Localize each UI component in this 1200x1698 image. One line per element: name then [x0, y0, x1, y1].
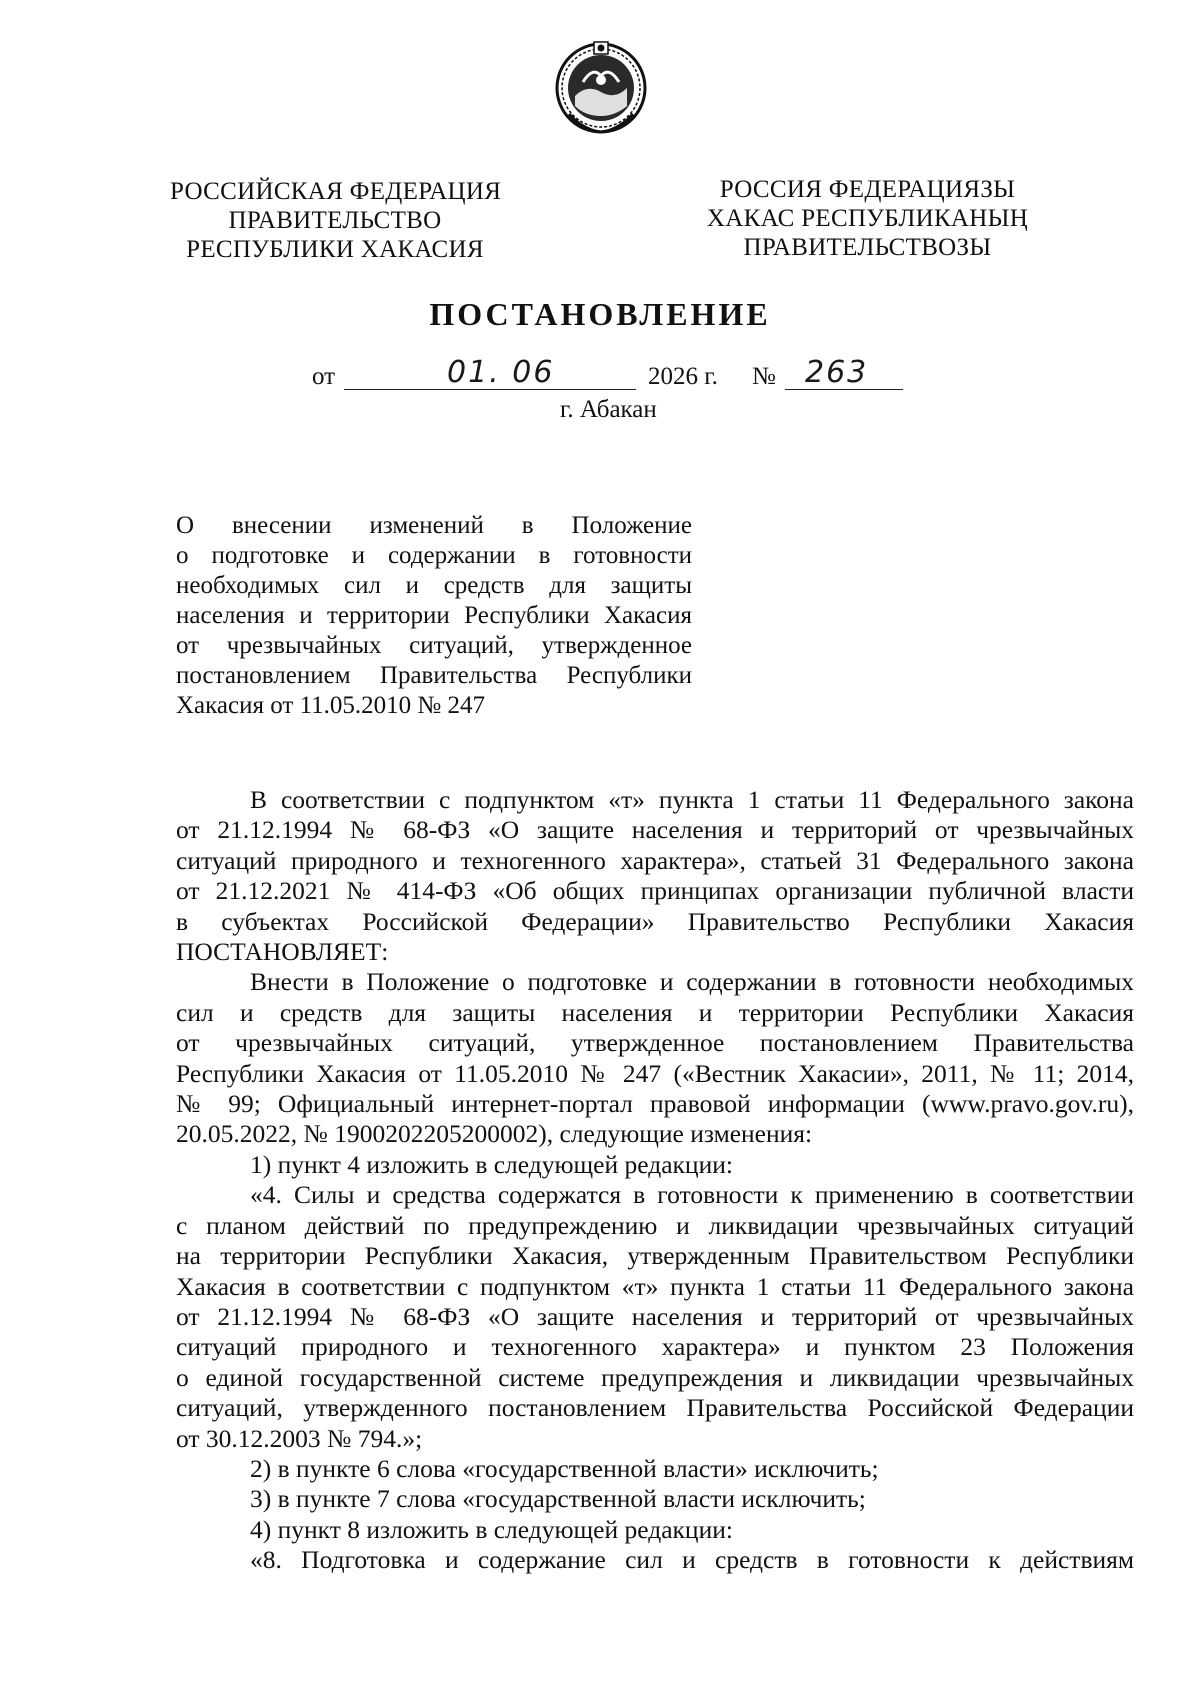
- subject-line: населения и территории Республики Хакасия: [176, 602, 692, 629]
- body-line: ПОСТАНОВЛЯЕТ:: [176, 937, 389, 967]
- body-line: 20.05.2022, № 1900202205200002), следующие изменения:: [176, 1119, 813, 1149]
- body-line: сил и средств для защиты населения и территории Республики Хакасия: [176, 997, 1134, 1027]
- handwritten-number: 263: [805, 355, 869, 390]
- body-line: 4) пункт 8 изложить в следующей редакции:: [250, 1514, 733, 1544]
- body-line: 3) в пункте 7 слова «государственной власти исключить;: [250, 1484, 866, 1514]
- header-right-line: ХАКАС РЕСПУБЛИКАНЫҢ: [706, 205, 1029, 232]
- subject-line: необходимых сил и средств для защиты: [176, 572, 692, 599]
- body-line: ситуаций природного и техногенного характера», статьей 31 Федерального закона: [176, 845, 1134, 875]
- header-left-line: РЕСПУБЛИКИ ХАКАСИЯ: [186, 236, 484, 263]
- body-line: «8. Подготовка и содержание сил и средств в готовности к действиям: [250, 1545, 1134, 1575]
- body-line: ситуаций природного и техногенного характера» и пунктом 23 Положения: [176, 1332, 1134, 1362]
- body-line: ситуаций, утвержденного постановлением Правительства Российской Федерации: [176, 1393, 1134, 1423]
- body-line: 2) в пункте 6 слова «государственной власти» исключить;: [250, 1453, 879, 1483]
- body-line: от 21.12.2021 № 414-ФЗ «Об общих принципах организации публичной власти: [176, 876, 1134, 906]
- handwritten-date: 01. 06: [447, 355, 555, 390]
- body-line: Республики Хакасия от 11.05.2010 № 247 («Вестник Хакасии», 2011, № 11; 2014,: [176, 1058, 1134, 1088]
- date-year: 2026 г.: [648, 363, 718, 390]
- body-line: Внести в Положение о подготовке и содержании в готовности необходимых: [250, 967, 1134, 997]
- header-right-line: РОССИЯ ФЕДЕРАЦИЯЗЫ: [719, 176, 1016, 203]
- header-right: [690, 175, 1045, 262]
- subject-line: о подготовке и содержании в готовности: [176, 542, 692, 569]
- subject-block: [176, 511, 692, 721]
- header-left-line: РОССИЙСКАЯ ФЕДЕРАЦИЯ: [170, 178, 502, 205]
- header-left-line: ПРАВИТЕЛЬСТВО: [228, 207, 442, 234]
- body-line: от 21.12.1994 № 68-ФЗ «О защите населения и территорий от чрезвычайных: [176, 815, 1134, 845]
- body-line: Хакасия в соответствии с подпунктом «т» пункта 1 статьи 11 Федерального закона: [176, 1271, 1134, 1301]
- header-left: [170, 177, 500, 264]
- coat-of-arms-emblem: [553, 36, 649, 136]
- number-sign: №: [752, 363, 776, 390]
- document-title: ПОСТАНОВЛЕНИЕ: [429, 296, 771, 332]
- subject-line: Хакасия от 11.05.2010 № 247: [176, 692, 486, 719]
- body-line: «4. Силы и средства содержатся в готовности к применению в соответствии: [250, 1180, 1134, 1210]
- body-line: с планом действий по предупреждению и ликвидации чрезвычайных ситуаций: [176, 1210, 1134, 1240]
- body-line: от 21.12.1994 № 68-ФЗ «О защите населения и территорий от чрезвычайных: [176, 1301, 1134, 1331]
- body-line: о единой государственной системе предупреждения и ликвидации чрезвычайных: [176, 1362, 1134, 1392]
- date-prefix: от: [312, 363, 336, 390]
- body-line: от чрезвычайных ситуаций, утвержденное постановлением Правительства: [176, 1028, 1134, 1058]
- subject-line: постановлением Правительства Республики: [176, 662, 692, 689]
- body-line: В соответствии с подпунктом «т» пункта 1 статьи 11 Федерального закона: [250, 785, 1134, 814]
- subject-line: от чрезвычайных ситуаций, утвержденное: [176, 632, 692, 659]
- body-line: на территории Республики Хакасия, утвержденным Правительством Республики: [176, 1241, 1134, 1271]
- body-line: № 99; Официальный интернет-портал правовой информации (www.pravo.gov.ru),: [176, 1089, 1134, 1119]
- body-line: от 30.12.2003 № 794.»;: [176, 1423, 423, 1453]
- document-body: [176, 785, 1134, 1576]
- body-line: в субъектах Российской Федерации» Правительство Республики Хакасия: [176, 906, 1134, 936]
- subject-line: О внесении изменений в Положение: [176, 512, 692, 539]
- body-line: 1) пункт 4 изложить в следующей редакции:: [250, 1149, 733, 1179]
- city-label: г. Абакан: [560, 396, 657, 423]
- header-right-line: ПРАВИТЕЛЬСТВОЗЫ: [743, 234, 992, 261]
